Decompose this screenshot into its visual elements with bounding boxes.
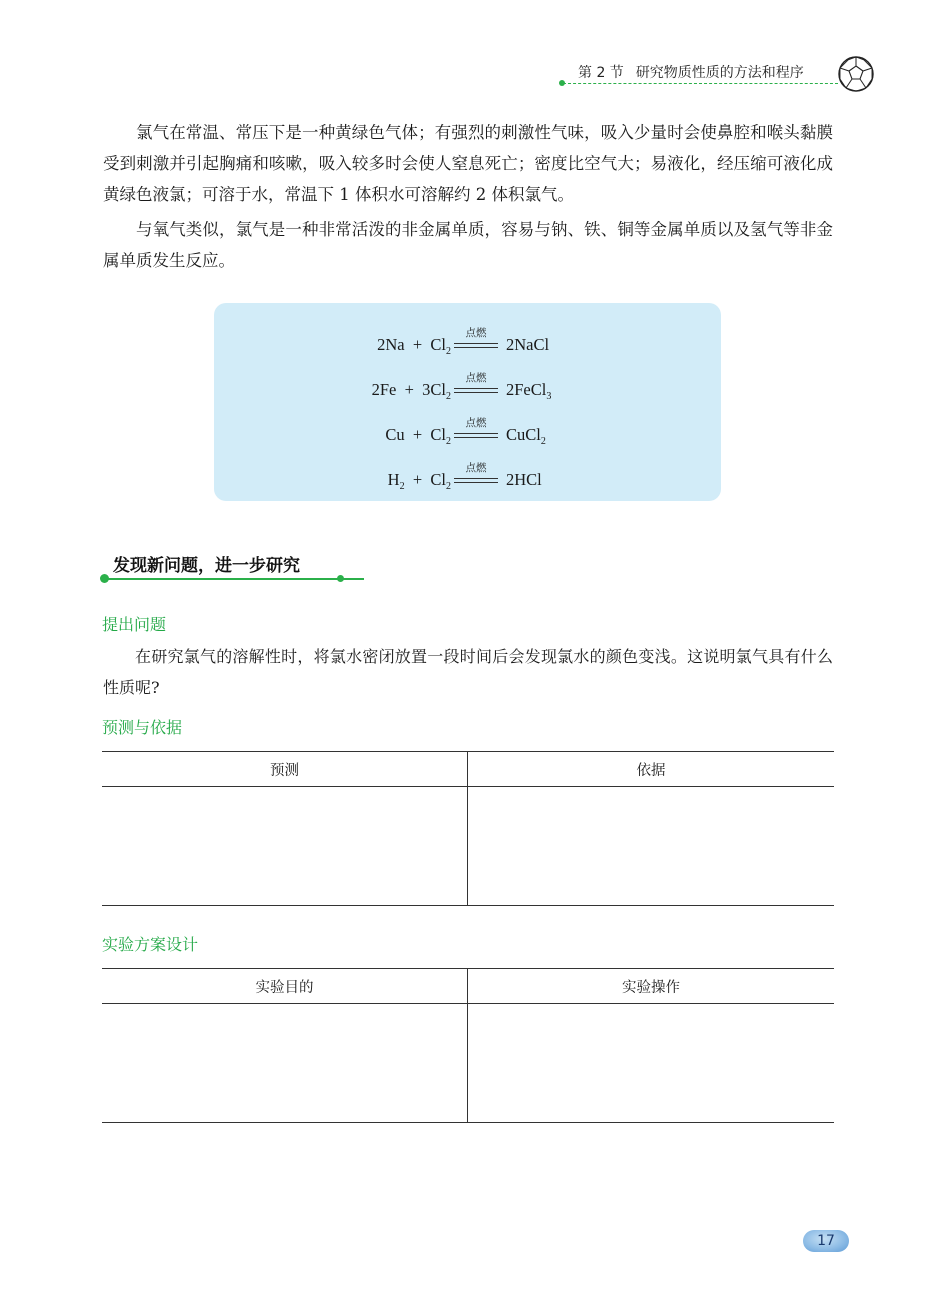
purpose-column-header: 实验目的 [102, 969, 468, 1004]
double-line-icon [454, 433, 498, 438]
section-title: 研究物质性质的方法和程序 [635, 65, 804, 81]
reaction-condition: 点燃 [465, 417, 487, 429]
equation-rhs: 2NaCl [506, 335, 550, 354]
section-dot-left [100, 574, 109, 583]
page-number: 17 [803, 1230, 849, 1252]
reaction-condition: 点燃 [465, 327, 487, 339]
question-heading: 提出问题 [102, 615, 167, 634]
experiment-heading: 实验方案设计 [102, 935, 199, 954]
equation-rhs: CuCl$_2$ [506, 425, 546, 447]
equation-lhs: $H_2 + Cl_2$ [387, 470, 451, 492]
paragraph-chlorine-reactivity: 与氧气类似，氯气是一种非常活泼的非金属单质，容易与钠、铁、铜等金属单质以及氢气等非金属单质发生反应。 [103, 220, 833, 270]
equation-row [214, 327, 721, 357]
reaction-arrow [454, 372, 498, 402]
experiment-table [102, 968, 834, 1123]
double-line-icon [454, 343, 498, 348]
equation-lhs: $2Na + Cl_2$ [377, 335, 451, 357]
prediction-column-header: 预测 [102, 752, 468, 787]
equation-row [214, 372, 721, 402]
section-underline [104, 578, 364, 580]
section-heading: 发现新问题，进一步研究 [113, 556, 300, 576]
equation-row [214, 462, 721, 492]
basis-answer-cell[interactable] [468, 787, 835, 906]
equation-box [214, 303, 721, 501]
paragraph-chlorine-properties: 氯气在常温、常压下是一种黄绿色气体；有强烈的刺激性气味，吸入少量时会使鼻腔和喉头黏膜受到刺激并引起胸痛和咳嗽，吸入较多时会使人窒息死亡；密度比空气大；易液化，经压缩可液化成黄绿色液氯；可溶于水，常温下 1 体积水可溶解约 2 体积氯气。 [103, 123, 833, 204]
reaction-condition: 点燃 [465, 462, 487, 474]
equation-rhs: 2HCl [506, 470, 542, 489]
question-text: 在研究氯气的溶解性时，将氯水密闭放置一段时间后会发现氯水的颜色变浅。这说明氯气具有什么性质呢? [103, 647, 833, 697]
header-divider [563, 83, 838, 84]
basis-column-header: 依据 [468, 752, 835, 787]
double-line-icon [454, 478, 498, 483]
reaction-condition: 点燃 [465, 372, 487, 384]
reaction-arrow [454, 327, 498, 357]
prediction-table [102, 751, 834, 906]
double-line-icon [454, 388, 498, 393]
purpose-answer-cell[interactable] [102, 1004, 468, 1123]
prediction-answer-cell[interactable] [102, 787, 468, 906]
equation-lhs: $Cu + Cl_2$ [385, 425, 451, 447]
section-number: 第 2 节 [578, 65, 624, 81]
equation-rhs: 2FeCl$_3$ [506, 380, 552, 402]
equation-lhs: $2Fe + 3Cl_2$ [371, 380, 451, 402]
equation-row [214, 417, 721, 447]
running-header [578, 62, 804, 82]
operation-answer-cell[interactable] [468, 1004, 835, 1123]
operation-column-header: 实验操作 [468, 969, 835, 1004]
reaction-arrow [454, 417, 498, 447]
prediction-heading: 预测与依据 [102, 718, 183, 737]
section-dot-right [337, 575, 344, 582]
fullerene-icon [837, 55, 875, 93]
reaction-arrow [454, 462, 498, 492]
